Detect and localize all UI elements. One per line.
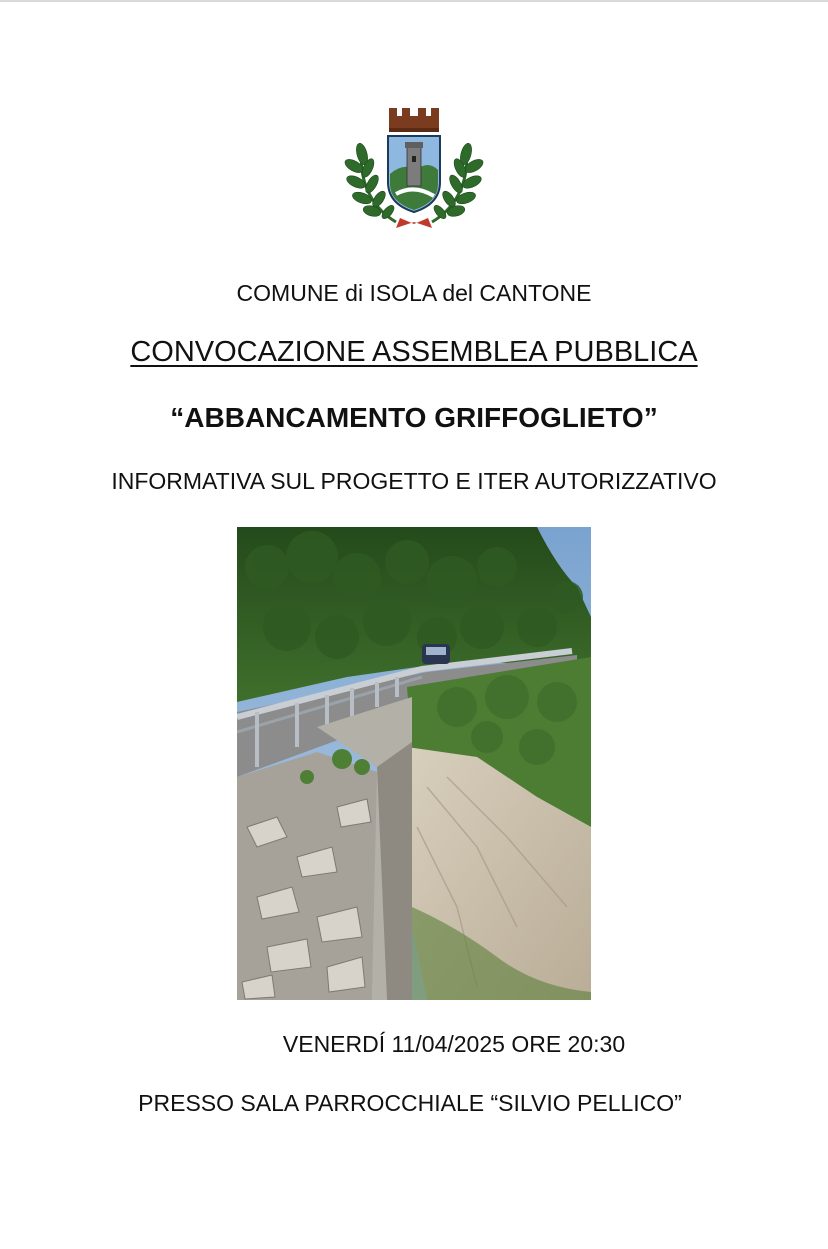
- event-location: [0, 1090, 828, 1117]
- event-location-text: PRESSO SALA PARROCCHIALE “SILVIO PELLICO”: [138, 1090, 682, 1116]
- event-date-time: VENERDÍ 11/04/2025 ORE 20:30: [282, 1031, 626, 1057]
- municipality-name: COMUNE di ISOLA del CANTONE: [236, 280, 592, 306]
- notice-subtitle: INFORMATIVA SUL PROGETTO E ITER AUTORIZZATIVO: [111, 468, 717, 494]
- mountain-road-landslide-photo: [237, 527, 591, 1000]
- notice-title: “ABBANCAMENTO GRIFFOGLIETO”: [170, 402, 658, 433]
- top-border-line: [0, 0, 828, 2]
- municipal-coat-of-arms-icon: [344, 104, 484, 230]
- notice-heading: CONVOCAZIONE ASSEMBLEA PUBBLICA: [130, 336, 698, 368]
